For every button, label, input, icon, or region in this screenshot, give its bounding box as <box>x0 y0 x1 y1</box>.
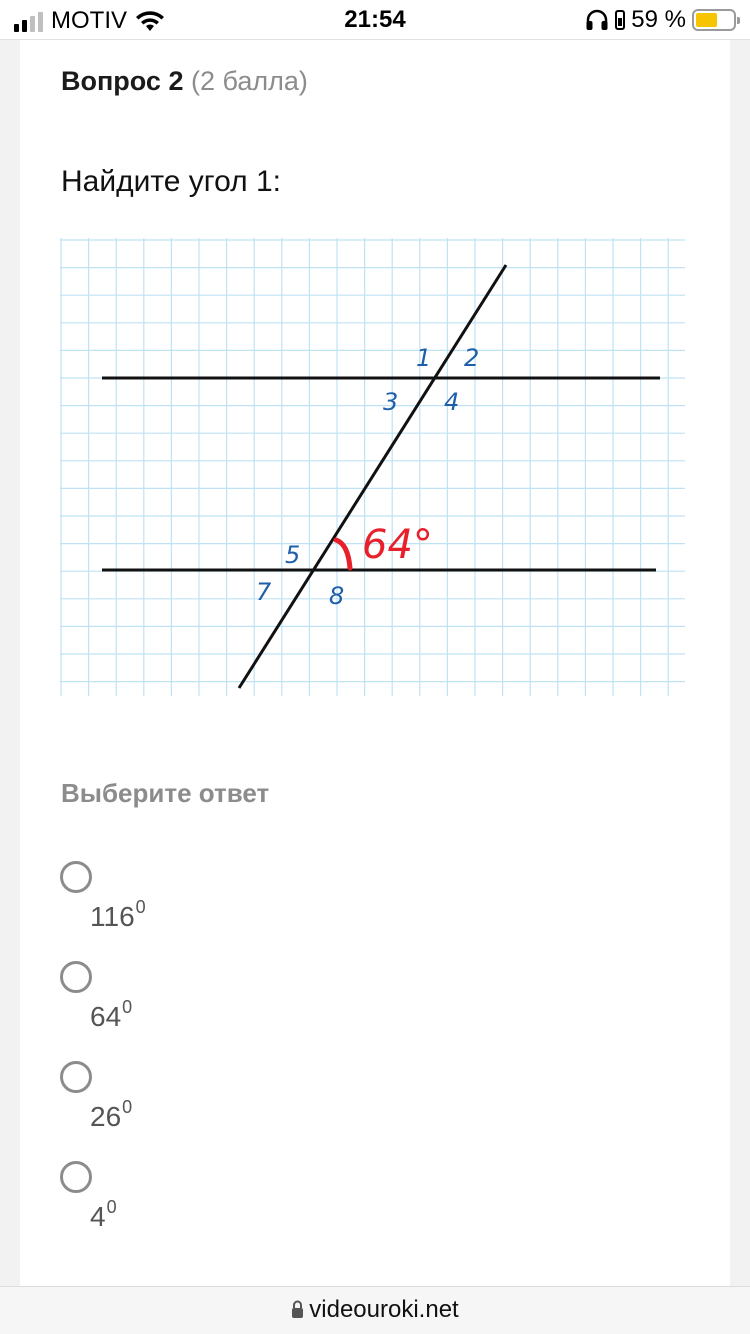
question-title: Вопрос 2 <box>61 66 184 96</box>
answer-label: $64^0$ <box>90 997 133 1032</box>
browser-url-bar[interactable] <box>0 1286 750 1334</box>
lock-icon <box>291 1299 304 1319</box>
radio-button[interactable] <box>60 961 92 993</box>
carrier-name: MOTIV <box>51 7 127 34</box>
answer-option-1[interactable] <box>60 861 460 947</box>
answer-option-2[interactable] <box>60 961 460 1047</box>
status-time: 21:54 <box>344 6 406 33</box>
angle-label-4: 4 <box>444 388 460 416</box>
question-text: Найдите угол 1: <box>61 165 281 198</box>
angle-label-1: 1 <box>416 344 432 372</box>
orientation-lock-icon <box>615 10 625 30</box>
angle-label-5: 5 <box>285 541 301 569</box>
question-points: (2 балла) <box>190 66 308 96</box>
headphones-icon <box>585 9 609 31</box>
angle-label-8: 8 <box>329 582 345 610</box>
answer-label: $116^0$ <box>90 897 146 932</box>
radio-button[interactable] <box>60 1061 92 1093</box>
angle-label-7: 7 <box>256 578 272 606</box>
status-bar <box>0 0 750 40</box>
answer-label: $26^0$ <box>90 1097 133 1132</box>
url-display[interactable] <box>0 1296 750 1324</box>
answer-option-4[interactable] <box>60 1161 460 1247</box>
battery-percent: 59 % <box>631 6 686 33</box>
status-right <box>585 6 736 34</box>
angle-label-2: 2 <box>464 344 480 372</box>
answer-label: $4^0$ <box>90 1197 117 1232</box>
transversal-line <box>239 265 506 688</box>
grid-background <box>60 238 685 696</box>
battery-level <box>696 13 717 27</box>
answer-heading: Выберите ответ <box>61 778 270 808</box>
question-header <box>61 66 308 97</box>
radio-button[interactable] <box>60 861 92 893</box>
answer-option-3[interactable] <box>60 1061 460 1147</box>
radio-button[interactable] <box>60 1161 92 1193</box>
battery-icon <box>692 9 736 31</box>
angle-label-3: 3 <box>383 388 399 416</box>
given-angle-label: 64° <box>362 522 433 568</box>
url-text: videouroki.net <box>309 1296 459 1323</box>
geometry-figure <box>60 238 685 696</box>
question-card <box>20 40 730 1286</box>
